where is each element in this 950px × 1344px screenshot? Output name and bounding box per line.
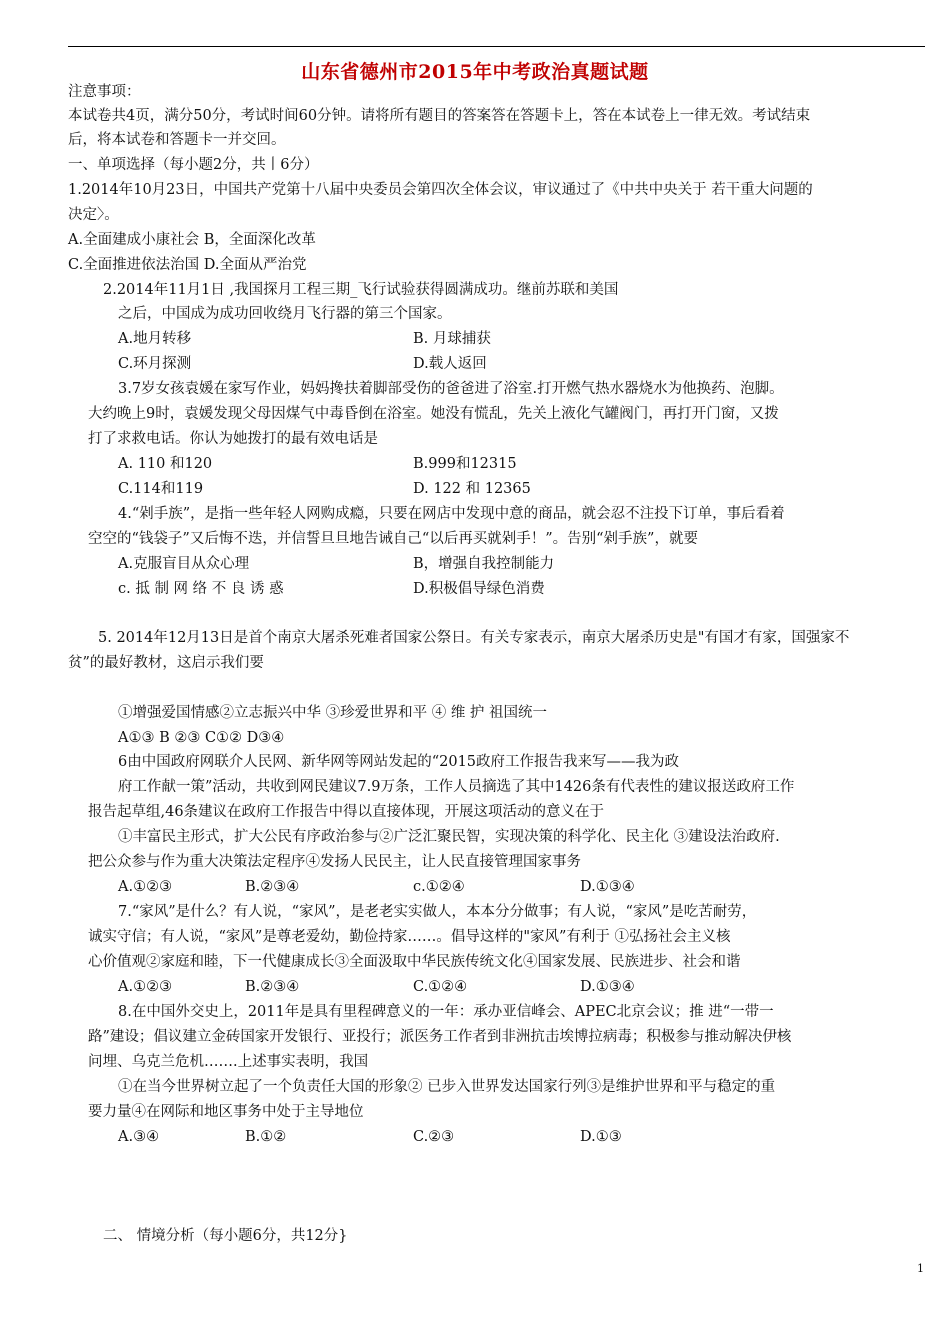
text-line: A.克服盲目从众心理 [118,556,250,572]
text-line: A.地月转移 [118,331,192,347]
text-line: 5. 2014年12月13日是首个南京大屠杀死难者国家公祭日。有关专家表示，南京大屠杀历史是"有国才有家，国强家不 [98,630,850,646]
text-line: D.①③ [580,1129,622,1145]
text-line: D.①③④ [580,979,635,995]
text-line: 之后，中国成为成功回收绕月飞行器的第三个国家。 [118,306,452,322]
text-line: B.999和12315 [413,456,517,472]
text-line: 6由中国政府网联介人民网、新华网等网站发起的“2015政府工作报告我来写——我为政 [118,754,680,770]
text-line: B. 月球捕获 [413,331,491,347]
text-line: 诚实守信；有人说，“家风”是尊老爱幼，勤俭持家……。倡导这样的"家风”有利于 ①弘扬社会主义核 [88,929,731,945]
text-line: C.全面推进依法治国 D.全面从严治党 [68,257,307,273]
text-line: 一、单项选择（每小题2分，共丨6分） [68,157,319,173]
text-line: C.②③ [413,1129,455,1145]
text-line: 心价值观②家庭和睦，下一代健康成长③全面汲取中华民族传统文化④国家发展、民族进步、社会和谐 [88,954,741,970]
text-line: 空空的“钱袋子”又后悔不迭，并信誓旦旦地告诫自己“以后再买就剁手！”。告别“剁手族”，就要 [88,531,698,547]
page-title: 山东省德州市2015年中考政治真题试题 [301,61,649,83]
text-line: 报告起草组,46条建议在政府工作报告中得以直接体现，开展这项活动的意义在于 [88,804,605,820]
text-line: 决定〉。 [68,207,119,223]
header-rule [68,46,925,47]
text-line: A.全面建成小康社会 B，全面深化改革 [68,232,316,248]
text-line: 要力量④在网际和地区事务中处于主导地位 [88,1104,364,1120]
text-line: A.③④ [118,1129,160,1145]
text-line: 1.2014年10月23日，中国共产党第十八届中央委员会第四次全体会议，审议通过了《中共中央关于 若干重大问题的 [68,182,813,198]
text-line: ①在当今世界树立起了一个负责任大国的形象② 已步入世界发达国家行列③是维护世界和平与稳定的重 [118,1079,776,1095]
text-line: C.环月探测 [118,356,192,372]
text-line: A①③ B ②③ C①② D③④ [118,730,285,746]
text-line: 3.7岁女孩袁媛在家写作业，妈妈搀扶着脚部受伤的爸爸进了浴室.打开燃气热水器烧水为他换药、泡脚。 [118,381,784,397]
text-line: 后，将本试卷和答题卡一并交回。 [68,132,286,148]
text-line: C.114和119 [118,481,204,497]
text-line: 2.2014年11月1日 ,我国探月工程三期_飞行试验获得圆满成功。继前苏联和美国 [103,282,619,298]
text-line: ①增强爱国情感②立志振兴中华 ③珍爱世界和平 ④ 维 护 祖国统一 [118,705,548,721]
text-line: 贫”的最好教材，这启示我们要 [68,655,264,671]
text-line: B，增强自我控制能力 [413,556,555,572]
text-line: D.积极倡导绿色消费 [413,581,545,597]
text-line: 把公众参与作为重大决策法定程序④发扬人民民主，让人民直接管理国家事务 [88,854,581,870]
text-line: 7.“家风”是什么？有人说，“家风”，是老老实实做人，本本分分做事；有人说，“家风”是吃苦耐劳， [118,904,757,920]
page-number: 1 [917,1262,924,1275]
text-line: D.载人返回 [413,356,487,372]
text-line: 注意事项： [68,84,141,100]
text-line: 4.“剁手族”，是指一些年轻人网购成瘾，只要在网店中发现中意的商品，就会忍不注投下订单，事后看着 [118,506,785,522]
text-line: 路”建设；倡议建立金砖国家开发银行、亚投行；派医务工作者到非洲抗击埃博拉病毒；积极参与推动解决伊核 [88,1029,792,1045]
text-line: 打了求救电话。你认为她拨打的最有效电话是 [88,431,378,447]
text-line: 大约晚上9时，袁媛发现父母因煤气中毒昏倒在浴室。她没有慌乱，先关上液化气罐阀门，再打开门窗，又拨 [88,406,779,422]
text-line: 8.在中国外交史上，2011年是具有里程碑意义的一年：承办亚信峰会、APEC北京会议；推 进“一带一 [118,1004,774,1020]
text-line: B.①② [245,1129,287,1145]
text-line: ①丰富民主形式，扩大公民有序政治参与②广泛汇聚民智，实现决策的科学化、民主化 ③建设法治政府. [118,829,780,845]
text-line: A. 110 和120 [118,456,213,472]
text-line: c.①②④ [413,879,465,895]
text-line: c. 抵 制 网 络 不 良 诱 惑 [118,581,284,597]
text-line: 问埋、乌克兰危机…….上述事实表明，我国 [88,1054,369,1070]
text-line: D. 122 和 12365 [413,481,531,497]
text-line: C.①②④ [413,979,468,995]
text-line: 府工作献一策”活动，共收到网民建议7.9万条，工作人员摘选了其中1426条有代表性的建议报送政府工作 [118,779,795,795]
text-line: A.①②③ [118,879,173,895]
text-line: A.①②③ [118,979,173,995]
text-line: B.②③④ [245,879,300,895]
text-line: 二、 情境分析（每小题6分，共12分} [103,1228,348,1244]
text-line: 本试卷共4页，满分50分，考试时间60分钟。请将所有题目的答案答在答题卡上，答在本试卷上一律无效。考试结束 [68,108,811,124]
text-line: B.②③④ [245,979,300,995]
text-line: D.①③④ [580,879,635,895]
